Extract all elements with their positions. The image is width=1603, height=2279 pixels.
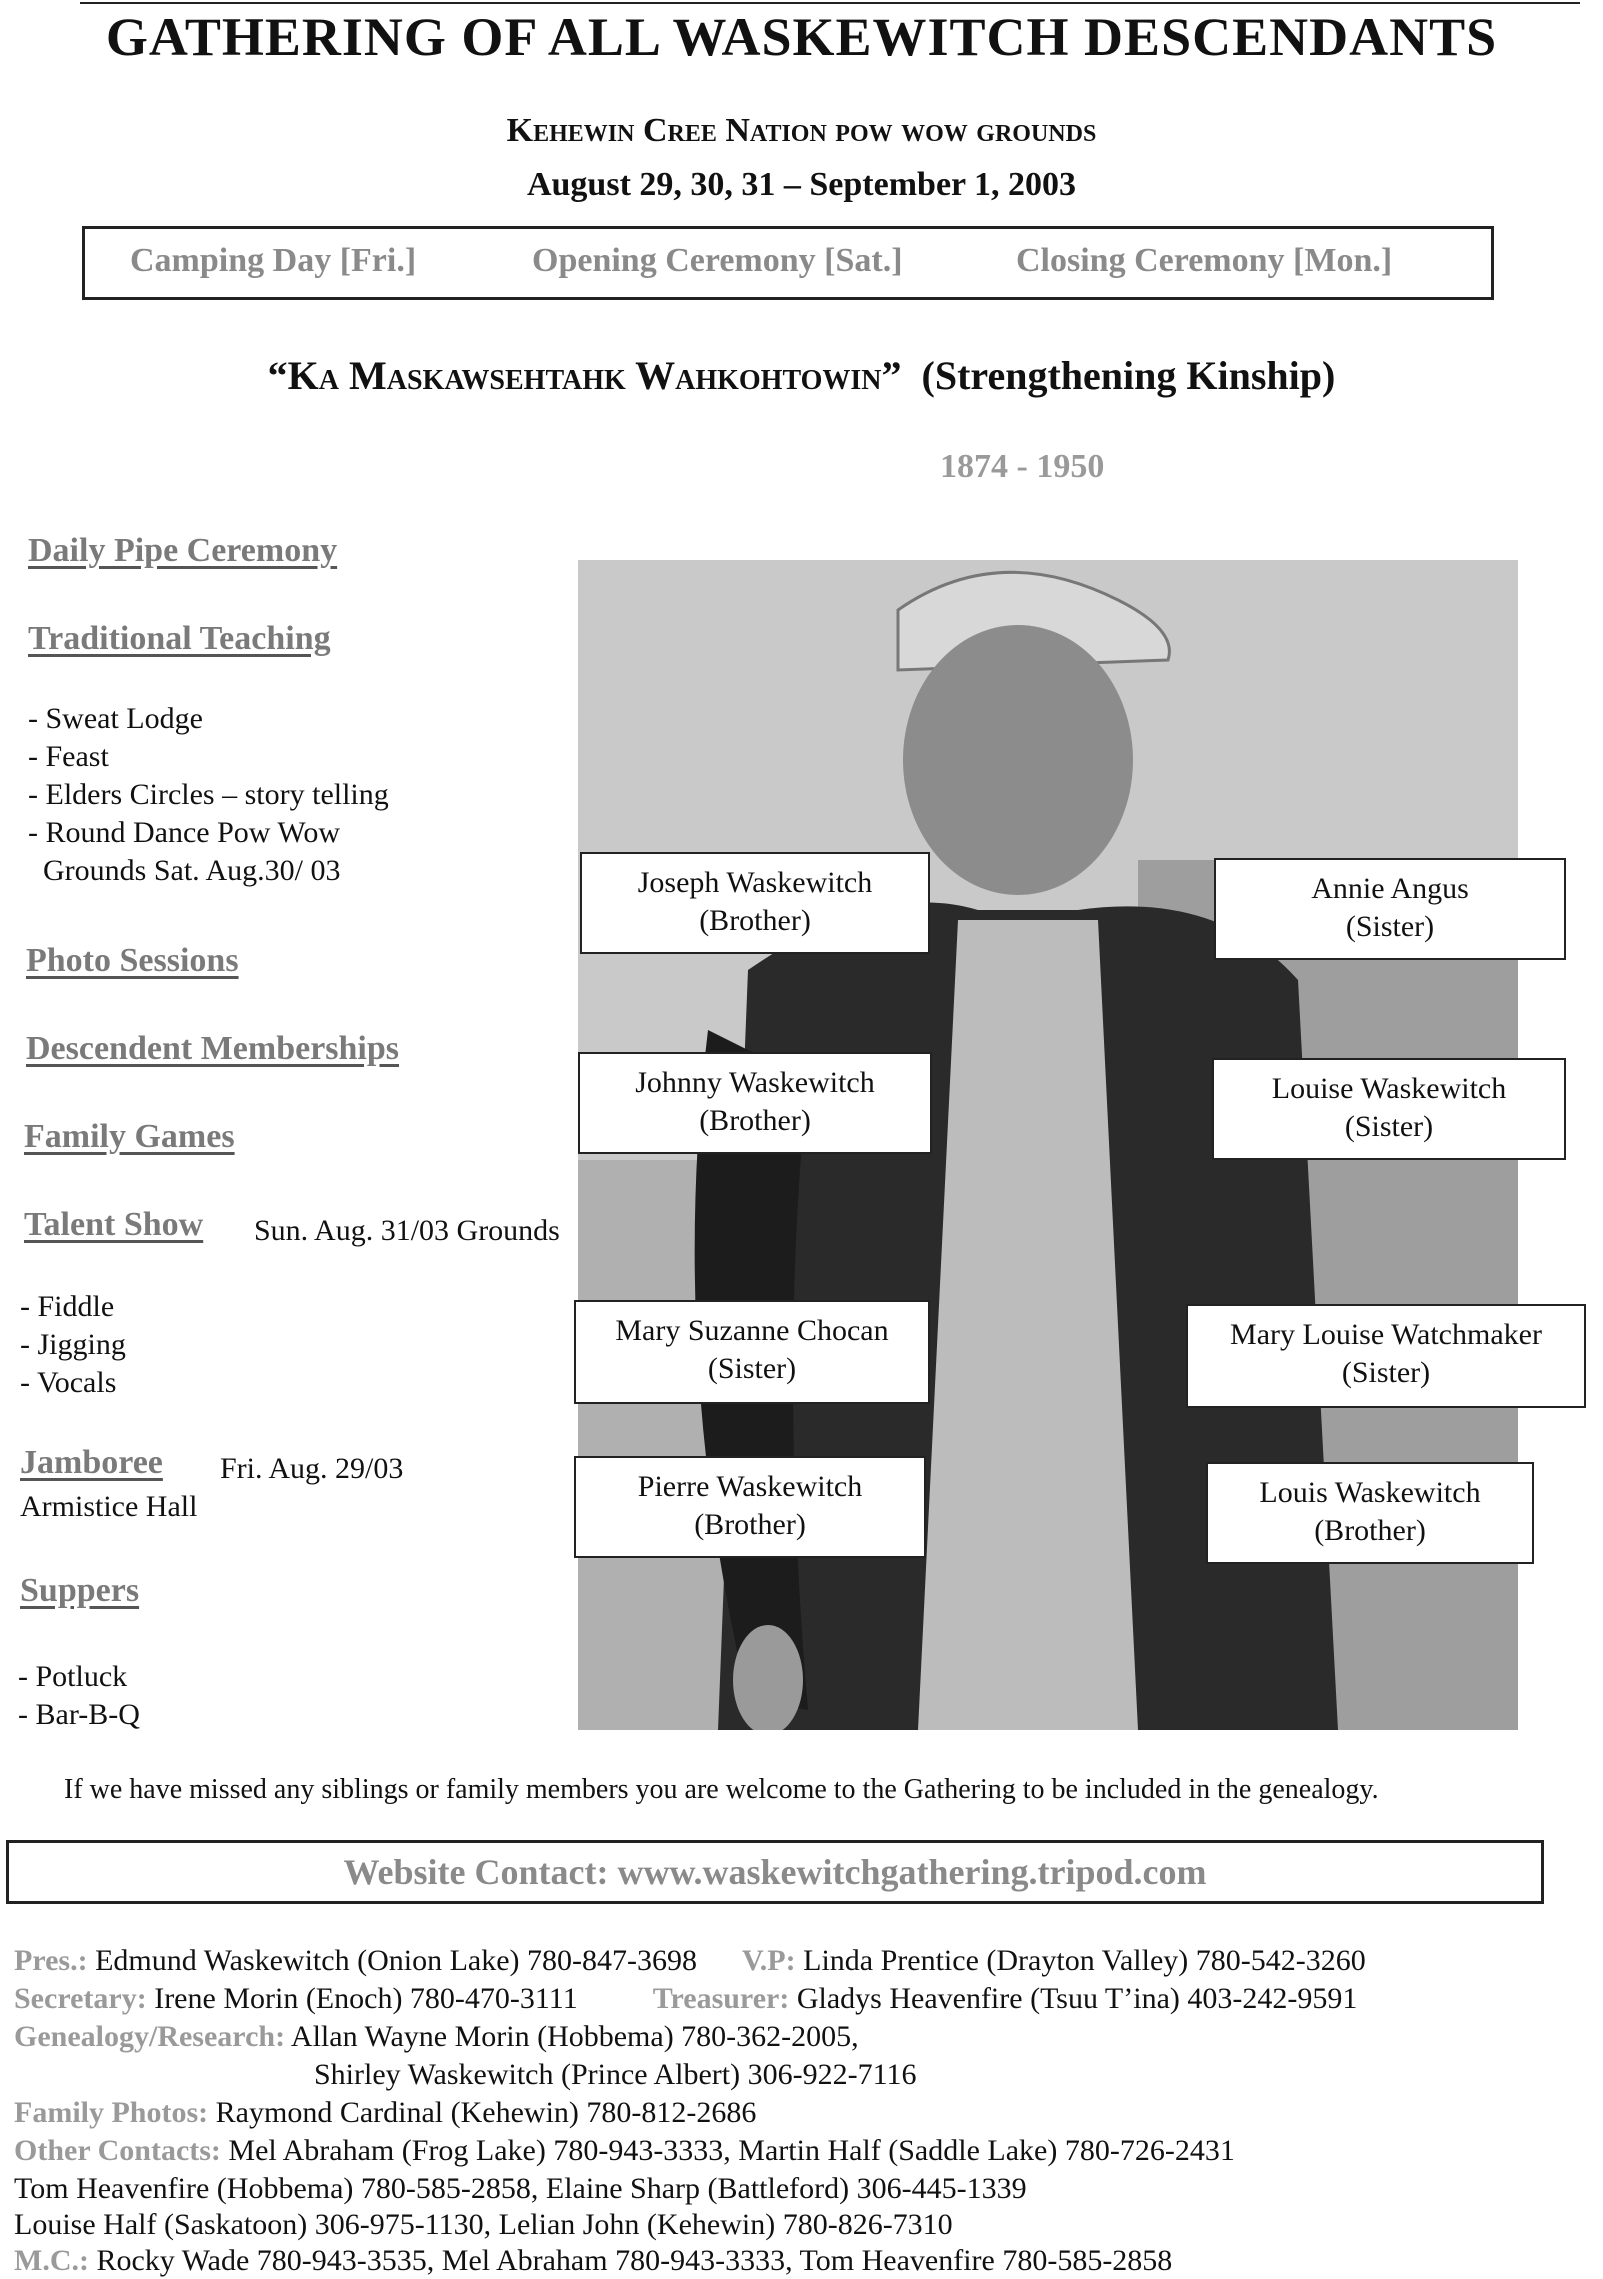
sibling-box [578, 1052, 932, 1154]
sibling-box [574, 1300, 930, 1404]
contact-row [14, 2172, 1027, 2206]
contact-row [14, 2208, 953, 2242]
contact-value: Irene Morin (Enoch) 780-470-3111 [154, 1982, 578, 2015]
sibling-relation: (Sister) [1344, 1110, 1434, 1143]
sibling-name: Mary Louise Watchmaker [1230, 1318, 1542, 1351]
sibling-relation: (Sister) [1345, 910, 1435, 943]
sibling-name: Louis Waskewitch [1259, 1476, 1481, 1509]
sibling-box [1214, 858, 1566, 960]
contact-value: Allan Wayne Morin (Hobbema) 780-362-2005, [290, 2020, 859, 2053]
contact-value: Gladys Heavenfire (Tsuu T’ina) 403-242-9591 [796, 1982, 1358, 2015]
talent-show-note: Sun. Aug. 31/03 Grounds [254, 1214, 560, 1247]
list-item: - Feast [28, 740, 109, 773]
theme-cree: “Ka Maskawsehtahk Wahkohtowin” [267, 353, 902, 398]
website-contact: Website Contact: www.waskewitchgathering.tripod.com [6, 1840, 1544, 1904]
contact-row [14, 1944, 1366, 1978]
list-item: - Elders Circles – story telling [28, 778, 389, 811]
event-dates: August 29, 30, 31 – September 1, 2003 [526, 166, 1077, 203]
list-item: - Fiddle [20, 1290, 115, 1323]
contact-value: Linda Prentice (Drayton Valley) 780-542-3260 [803, 1944, 1366, 1977]
page-title: GATHERING OF ALL WASKEWITCH DESCENDANTS [105, 7, 1498, 67]
contact-value: Louise Half (Saskatoon) 306-975-1130, Lelian John (Kehewin) 780-826-7310 [14, 2208, 953, 2241]
contact-label: Secretary: [14, 1982, 147, 2015]
top-rule [80, 2, 1580, 4]
sibling-box [580, 852, 930, 954]
heading-traditional-teaching: Traditional Teaching [28, 620, 331, 657]
sibling-name: Joseph Waskewitch [637, 866, 873, 899]
sibling-box [1186, 1304, 1586, 1408]
sibling-relation: (Brother) [699, 904, 811, 937]
heading-descendent-memberships: Descendent Memberships [26, 1030, 400, 1067]
contact-row [14, 1982, 1357, 2016]
contact-row [14, 2134, 1235, 2168]
teaching-list [28, 700, 389, 890]
venue: Kehewin Cree Nation pow wow grounds [506, 112, 1097, 149]
sibling-box [574, 1456, 926, 1558]
sibling-name: Annie Angus [1311, 872, 1469, 905]
contact-value: Edmund Waskewitch (Onion Lake) 780-847-3698 [95, 1944, 697, 1977]
list-item: - Bar-B-Q [18, 1698, 140, 1731]
sibling-box [1206, 1462, 1534, 1564]
list-item: - Potluck [18, 1660, 128, 1693]
contact-value: Mel Abraham (Frog Lake) 780-943-3333, Martin Half (Saddle Lake) 780-726-2431 [228, 2134, 1235, 2167]
contact-value: Raymond Cardinal (Kehewin) 780-812-2686 [215, 2096, 757, 2129]
list-item: - Jigging [20, 1328, 126, 1361]
heading-family-games: Family Games [24, 1118, 235, 1155]
theme [0, 352, 1603, 399]
heading-jamboree: Jamboree [20, 1444, 163, 1481]
list-item: - Vocals [20, 1366, 117, 1399]
heading-photo-sessions: Photo Sessions [26, 942, 239, 979]
sibling-name: Louise Waskewitch [1271, 1072, 1507, 1105]
contact-row [14, 2020, 859, 2054]
list-item: - Sweat Lodge [28, 702, 203, 735]
jamboree-place: Armistice Hall [20, 1490, 198, 1523]
sibling-relation: (Sister) [707, 1352, 797, 1385]
sibling-name: Pierre Waskewitch [637, 1470, 863, 1503]
sibling-name: Johnny Waskewitch [635, 1066, 875, 1099]
contact-value: Shirley Waskewitch (Prince Albert) 306-922-7116 [314, 2058, 917, 2091]
contact-label: V.P: [742, 1944, 796, 1977]
theme-english: (Strengthening Kinship) [921, 353, 1336, 398]
contact-label: M.C.: [14, 2244, 89, 2277]
contact-value: Rocky Wade 780-943-3535, Mel Abraham 780-943-3333, Tom Heavenfire 780-585-2858 [96, 2244, 1173, 2277]
list-item: Grounds Sat. Aug.30/ 03 [28, 854, 341, 887]
heading-talent-show: Talent Show [24, 1206, 204, 1243]
sibling-relation: (Brother) [1314, 1514, 1426, 1547]
contact-label: Pres.: [14, 1944, 88, 1977]
jamboree-date: Fri. Aug. 29/03 [220, 1452, 404, 1485]
contact-label: Treasurer: [652, 1982, 790, 2015]
talent-list [20, 1288, 126, 1402]
contact-row [314, 2058, 916, 2092]
sibling-name: Mary Suzanne Chocan [615, 1314, 889, 1347]
heading-suppers: Suppers [20, 1572, 140, 1609]
sibling-relation: (Sister) [1341, 1356, 1431, 1389]
years: 1874 - 1950 [940, 448, 1105, 485]
contact-row [14, 2096, 756, 2130]
footnote: If we have missed any siblings or family members you are welcome to the Gathering to be included in the genealogy. [64, 1774, 1379, 1805]
day-camping: Camping Day [Fri.] [130, 242, 417, 279]
contact-label: Other Contacts: [14, 2134, 221, 2167]
sibling-relation: (Brother) [694, 1508, 806, 1541]
contact-value: Tom Heavenfire (Hobbema) 780-585-2858, Elaine Sharp (Battleford) 306-445-1339 [14, 2172, 1027, 2205]
heading-pipe-ceremony: Daily Pipe Ceremony [28, 532, 338, 569]
day-closing: Closing Ceremony [Mon.] [1016, 242, 1393, 279]
sibling-box [1212, 1058, 1566, 1160]
sibling-relation: (Brother) [699, 1104, 811, 1137]
list-item: - Round Dance Pow Wow [28, 816, 340, 849]
supper-list [18, 1658, 140, 1734]
contact-label: Family Photos: [14, 2096, 209, 2129]
day-opening: Opening Ceremony [Sat.] [532, 242, 903, 279]
contact-row [14, 2244, 1172, 2278]
contact-label: Genealogy/Research: [14, 2020, 286, 2053]
